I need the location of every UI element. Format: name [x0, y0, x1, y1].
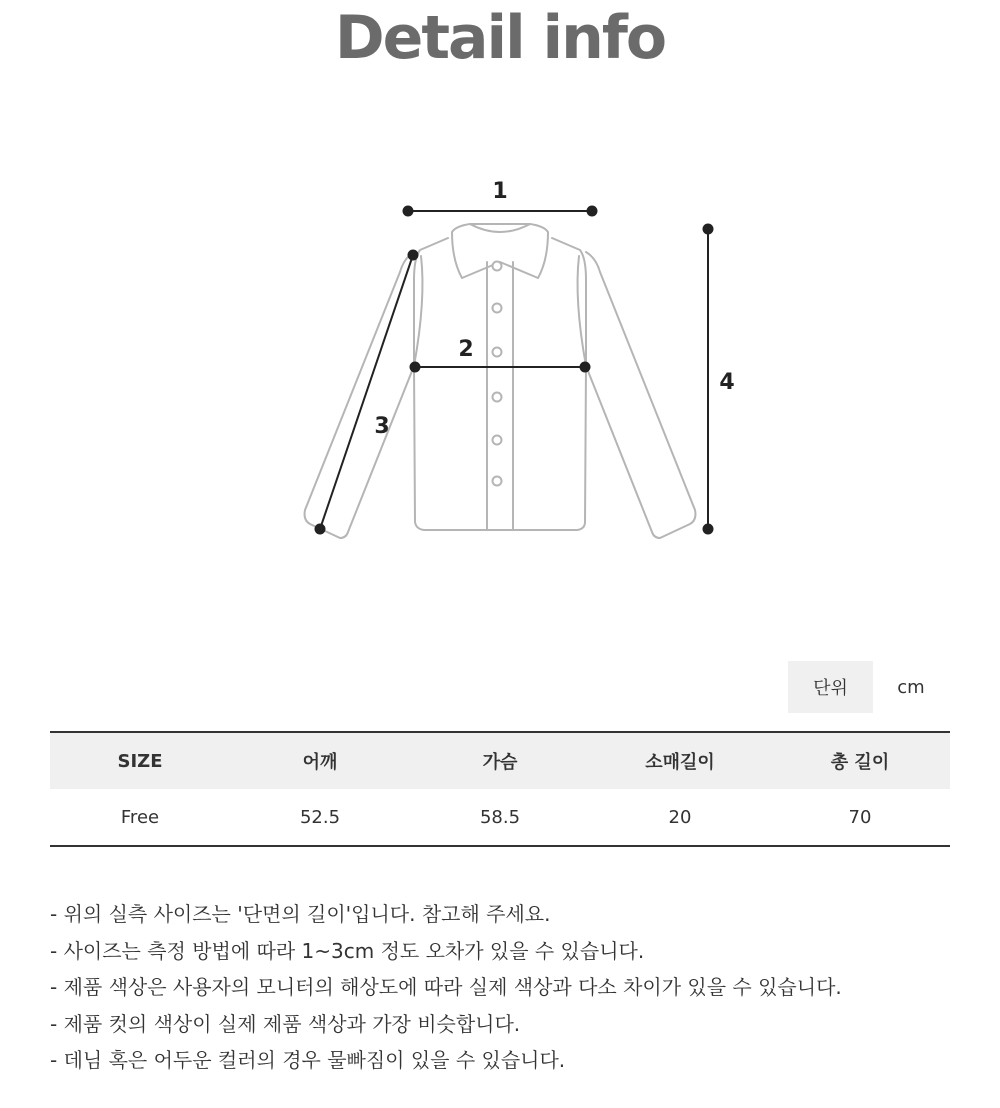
size-table	[50, 731, 950, 847]
unit-value: cm	[897, 676, 925, 698]
shirt-button	[493, 348, 502, 357]
page-title: Detail info	[334, 3, 666, 73]
header-chest: 가슴	[410, 732, 590, 789]
left-sleeve-outline	[305, 252, 414, 538]
shirt-button	[493, 262, 502, 271]
shirt-body-outline	[414, 238, 586, 530]
cell-sleeve-length: 20	[590, 789, 770, 846]
cell-total-length: 70	[770, 789, 950, 846]
measure-label-1: 1	[492, 179, 508, 204]
header-total-length: 총 길이	[770, 732, 950, 789]
measure-label-4: 4	[719, 370, 735, 395]
note-item: - 데님 혹은 어두운 컬러의 경우 물빠짐이 있을 수 있습니다.	[50, 1048, 566, 1072]
cell-chest: 58.5	[410, 789, 590, 846]
cell-size: Free	[50, 789, 230, 846]
shirt-measurement-diagram	[290, 170, 735, 560]
table-row	[50, 789, 950, 846]
shirt-button	[493, 436, 502, 445]
note-item: - 제품 색상은 사용자의 모니터의 해상도에 따라 실제 색상과 다소 차이가 있을 수 있습니다.	[50, 975, 842, 999]
note-item: - 제품 컷의 색상이 실제 제품 색상과 가장 비슷합니다.	[50, 1011, 521, 1036]
measure-label-2: 2	[458, 337, 474, 362]
header-sleeve-length: 소매길이	[590, 732, 770, 789]
shirt-button	[493, 393, 502, 402]
measure-label-3: 3	[374, 414, 390, 439]
cell-shoulder: 52.5	[230, 789, 410, 846]
unit-label: 단위	[788, 661, 873, 713]
shirt-button	[493, 304, 502, 313]
size-table-header-row	[50, 732, 950, 789]
note-item: - 위의 실측 사이즈는 '단면의 길이'입니다. 참고해 주세요.	[50, 902, 551, 926]
shirt-button	[493, 477, 502, 486]
header-shoulder: 어깨	[230, 732, 410, 789]
note-item: - 사이즈는 측정 방법에 따라 1~3cm 정도 오차가 있을 수 있습니다.	[50, 938, 645, 963]
header-size: SIZE	[50, 732, 230, 789]
right-sleeve-outline	[586, 252, 695, 538]
notes-list	[50, 896, 970, 1079]
